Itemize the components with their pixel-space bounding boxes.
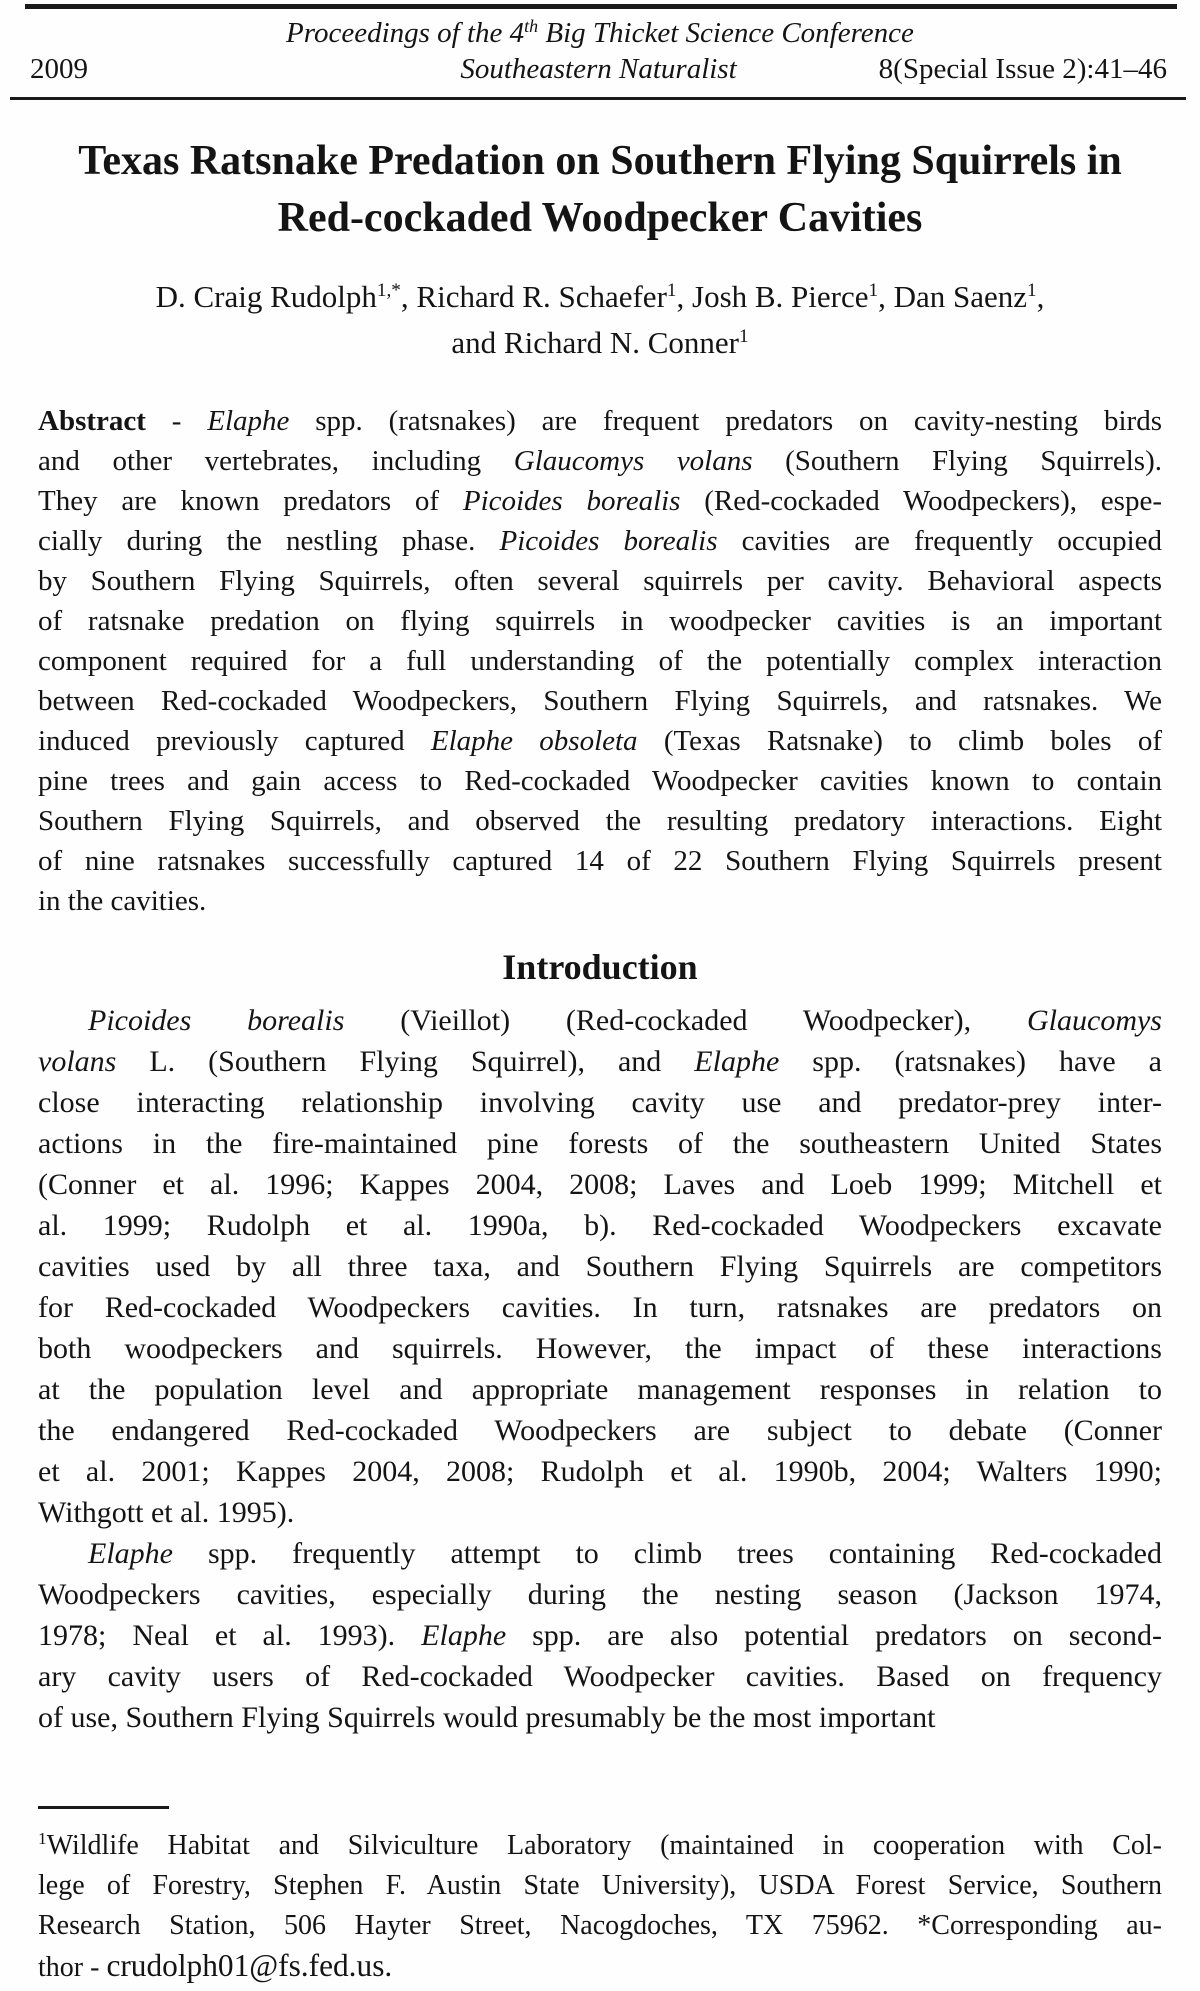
text-segment: Glaucomys — [1027, 1004, 1162, 1037]
text-segment: spp. (ratsnakes) are frequent predators on cavity-nesting birds — [289, 405, 1162, 437]
text-line — [38, 801, 1162, 841]
running-head-citation-line — [30, 51, 1167, 87]
text-line — [38, 1164, 1162, 1205]
text-segment: Proceedings of the 4 — [286, 17, 525, 49]
text-segment: Big Thicket Science Conference — [538, 17, 914, 49]
text-segment: , Josh B. Pierce — [676, 279, 869, 314]
text-segment: pine trees and gain access to Red-cockaded Woodpecker cavities known to contain — [38, 765, 1162, 797]
text-line — [38, 1000, 1162, 1041]
header-rule — [10, 97, 1186, 100]
top-rule — [25, 4, 1177, 9]
text-segment: ary cavity users of Red-cockaded Woodpecker cavities. Based on frequency — [38, 1660, 1162, 1693]
article-title — [0, 133, 1200, 247]
text-line — [0, 133, 1200, 190]
text-line — [38, 641, 1162, 681]
text-segment: cially during the nestling phase. — [38, 525, 500, 557]
text-line — [38, 681, 1162, 721]
text-segment: between Red-cockaded Woodpeckers, Southern Flying Squirrels, and ratsnakes. We — [38, 685, 1162, 717]
text-line — [38, 1492, 1162, 1533]
text-segment: 1 — [868, 280, 879, 302]
text-segment: They are known predators of — [38, 485, 463, 517]
text-segment: D. Craig Rudolph — [155, 279, 377, 314]
text-line — [0, 274, 1200, 320]
text-segment: both woodpeckers and squirrels. However, the impact of these interactions — [38, 1332, 1162, 1365]
text-segment: spp. frequently attempt to climb trees containing Red-cockaded — [172, 1537, 1162, 1570]
text-segment: 1 — [738, 326, 749, 348]
text-segment: in the cavities. — [38, 885, 207, 917]
text-line — [38, 1410, 1162, 1451]
text-line — [38, 561, 1162, 601]
text-segment: Southeastern Naturalist — [460, 53, 737, 85]
text-segment: for Red-cockaded Woodpeckers cavities. In turn, ratsnakes are predators on — [38, 1291, 1162, 1324]
text-line — [38, 761, 1162, 801]
text-segment: , Dan Saenz — [878, 279, 1028, 314]
text-segment: 1978; Neal et al. 1993). — [38, 1619, 422, 1652]
text-segment: th — [524, 16, 539, 37]
text-line — [38, 1906, 1162, 1946]
text-segment: , — [1036, 279, 1045, 314]
text-line — [38, 1533, 1162, 1574]
text-segment: of use, Southern Flying Squirrels would presumably be the most important — [38, 1701, 936, 1734]
text-line — [38, 1866, 1162, 1906]
text-line — [38, 1082, 1162, 1123]
text-segment: Elaphe — [694, 1045, 780, 1078]
text-segment: cavities used by all three taxa, and Southern Flying Squirrels are competitors — [38, 1250, 1162, 1283]
text-line — [38, 1369, 1162, 1410]
text-line — [38, 1287, 1162, 1328]
header-year: 2009 — [30, 53, 88, 85]
text-segment: the endangered Red-cockaded Woodpeckers are subject to debate (Conner — [38, 1414, 1162, 1447]
text-segment: thor - — [38, 1952, 107, 1983]
text-segment: Elaphe — [421, 1619, 507, 1652]
text-line — [38, 1041, 1162, 1082]
text-line — [38, 1615, 1162, 1656]
text-segment: Texas Ratsnake Predation on Southern Flying Squirrels in — [78, 138, 1122, 184]
text-segment: Wildlife Habitat and Silviculture Laboratory (maintained in cooperation with Col- — [46, 1830, 1162, 1861]
text-line — [0, 190, 1200, 247]
text-segment: actions in the fire-maintained pine forests of the southeastern United States — [38, 1127, 1162, 1160]
text-line — [38, 1205, 1162, 1246]
text-segment: 1,* — [376, 280, 401, 302]
text-line — [38, 1826, 1162, 1866]
text-segment: Withgott et al. 1995). — [38, 1496, 295, 1529]
author-list — [0, 274, 1200, 366]
text-line — [38, 1123, 1162, 1164]
text-segment: Southern Flying Squirrels, and observed the resulting predatory interactions. Eight — [38, 805, 1162, 837]
text-segment: of nine ratsnakes successfully captured 14 of 22 Southern Flying Squirrels present — [38, 845, 1162, 877]
text-segment: at the population level and appropriate management responses in relation to — [38, 1373, 1162, 1406]
text-segment: Woodpeckers cavities, especially during the nesting season (Jackson 1974, — [38, 1578, 1162, 1611]
text-line — [38, 1574, 1162, 1615]
text-segment: (Vieillot) (Red-cockaded Woodpecker), — [344, 1004, 1028, 1037]
text-segment: close interacting relationship involving cavity use and predator-prey inter- — [38, 1086, 1162, 1119]
text-line — [0, 320, 1200, 366]
text-segment: cavities are frequently occupied — [717, 525, 1162, 557]
text-segment: Elaphe — [88, 1537, 173, 1570]
text-segment: et al. 2001; Kappes 2004, 2008; Rudolph et al. 1990b, 2004; Walters 1990; — [38, 1455, 1162, 1488]
text-segment: lege of Forestry, Stephen F. Austin State University), USDA Forest Service, Southern — [38, 1870, 1162, 1901]
text-line — [38, 1946, 1162, 1988]
text-segment: Glaucomys volans — [513, 445, 753, 477]
text-segment: 1 — [666, 280, 677, 302]
text-segment: 1 — [38, 1829, 47, 1849]
text-segment: crudolph01@fs.fed.us. — [106, 1948, 393, 1983]
header-issue-pages: 8(Special Issue 2):41–46 — [878, 53, 1167, 85]
text-segment: of ratsnake predation on flying squirrels in woodpecker cavities is an important — [38, 605, 1162, 637]
text-segment: (Conner et al. 1996; Kappes 2004, 2008; Laves and Loeb 1999; Mitchell et — [38, 1168, 1162, 1201]
text-segment: Elaphe — [207, 405, 290, 437]
text-segment: Elaphe obsoleta — [430, 725, 638, 757]
text-segment: (Southern Flying Squirrels). — [752, 445, 1162, 477]
text-line — [38, 721, 1162, 761]
text-segment: (Red-cockaded Woodpeckers), espe- — [680, 485, 1162, 517]
text-line — [38, 481, 1162, 521]
text-segment: and Richard N. Conner — [451, 325, 739, 360]
text-segment: Abstract — [38, 405, 146, 437]
text-line — [38, 1246, 1162, 1287]
text-segment: (Texas Ratsnake) to climb boles of — [637, 725, 1162, 757]
text-segment: component required for a full understanding of the potentially complex interaction — [38, 645, 1162, 677]
text-line — [38, 601, 1162, 641]
footnote-rule — [38, 1806, 169, 1809]
text-line — [38, 441, 1162, 481]
text-segment: Picoides borealis — [462, 485, 681, 517]
introduction-section — [38, 1000, 1162, 1738]
text-line — [38, 841, 1162, 881]
intro-paragraph-2 — [38, 1533, 1162, 1738]
text-segment: volans — [38, 1045, 117, 1078]
text-line — [38, 1656, 1162, 1697]
text-line — [38, 881, 1162, 921]
abstract — [38, 401, 1162, 921]
text-segment: Red-cockaded Woodpecker Cavities — [277, 195, 923, 241]
running-head-proceedings — [0, 16, 1200, 50]
section-heading-introduction: Introduction — [502, 947, 698, 987]
text-segment: spp. are also potential predators on second- — [506, 1619, 1162, 1652]
text-line — [38, 1697, 1162, 1738]
text-segment: Research Station, 506 Hayter Street, Nacogdoches, TX 75962. *Corresponding au- — [38, 1910, 1162, 1941]
text-line — [38, 1328, 1162, 1369]
text-line — [38, 1451, 1162, 1492]
text-segment: Picoides borealis — [499, 525, 718, 557]
text-segment: Picoides borealis — [88, 1004, 345, 1037]
text-segment: , Richard R. Schaefer — [400, 279, 667, 314]
text-segment: and other vertebrates, including — [38, 445, 514, 477]
text-segment: 1 — [1027, 280, 1037, 302]
text-segment: al. 1999; Rudolph et al. 1990a, b). Red-cockaded Woodpeckers excavate — [38, 1209, 1162, 1242]
text-segment: induced previously captured — [38, 725, 431, 757]
text-line — [38, 401, 1162, 441]
text-segment: - — [145, 405, 208, 437]
text-segment: spp. (ratsnakes) have a — [779, 1045, 1162, 1078]
text-line — [38, 521, 1162, 561]
text-segment: by Southern Flying Squirrels, often several squirrels per cavity. Behavioral aspects — [38, 565, 1162, 597]
intro-paragraph-1 — [38, 1000, 1162, 1533]
text-segment: L. (Southern Flying Squirrel), and — [116, 1045, 695, 1078]
affiliation-footnote — [38, 1826, 1162, 1988]
